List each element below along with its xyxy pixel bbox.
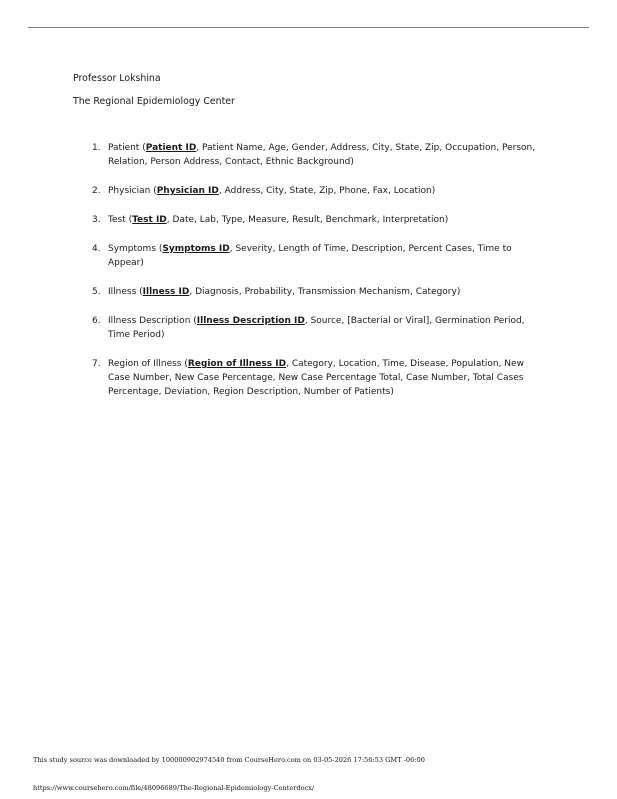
list-item	[0, 242, 539, 270]
entity-name: Region of Illness	[108, 359, 182, 369]
download-source-note: This study source was downloaded by 100000902974540 from CourseHero.com on 03-05-2026 17:56:53 GMT -06:00	[33, 756, 425, 764]
list-item-number: 4.	[92, 244, 101, 254]
list-item-number: 7.	[92, 359, 101, 369]
organization-name: The Regional Epidemiology Center	[73, 96, 235, 107]
primary-key: Test ID	[132, 215, 167, 225]
primary-key: Illness ID	[142, 287, 190, 297]
entity-attributes: Severity, Length of Time, Description, Percent Cases, Time to Appear	[108, 244, 512, 268]
list-item-text: Illness (Illness ID, Diagnosis, Probability, Transmission Mechanism, Category)	[108, 287, 461, 297]
list-item-text: Region of Illness (Region of Illness ID, Category, Location, Time, Disease, Population, New Case Number, New Case Percentage, New Case Percentage Total, Case Number, Total Cases Percentage, Deviation, Region Description, Number of Patients)	[108, 359, 524, 397]
list-item-number: 2.	[92, 186, 101, 196]
list-item	[0, 141, 539, 169]
entity-list	[0, 141, 539, 414]
primary-key: Illness Description ID	[196, 316, 305, 326]
entity-attributes: Address, City, State, Zip, Phone, Fax, Location	[224, 186, 432, 196]
entity-name: Test	[108, 215, 126, 225]
list-item-number: 5.	[92, 287, 101, 297]
list-item	[0, 357, 539, 399]
entity-attributes: Date, Lab, Type, Measure, Result, Benchmark, Interpretation	[172, 215, 445, 225]
top-divider	[28, 27, 589, 28]
primary-key: Physician ID	[156, 186, 219, 196]
list-item-text: Patient (Patient ID, Patient Name, Age, Gender, Address, City, State, Zip, Occupation, Person, Relation, Person Address, Contact, Ethnic Background)	[108, 143, 536, 167]
entity-name: Illness Description	[108, 316, 191, 326]
list-item-text: Physician (Physician ID, Address, City, State, Zip, Phone, Fax, Location)	[108, 186, 436, 196]
entity-name: Symptoms	[108, 244, 157, 254]
entity-attributes: Source, [Bacterial or Viral], Germination Period, Time Period	[108, 316, 525, 340]
list-item	[0, 184, 539, 198]
list-item	[0, 213, 539, 227]
entity-name: Illness	[108, 287, 137, 297]
entity-attributes: Category, Location, Time, Disease, Population, New Case Number, New Case Percentage, New Case Percentage Total, Case Number, Total Cases Percentage, Deviation, Region Description, Number of Patients	[108, 359, 524, 397]
list-item-number: 3.	[92, 215, 101, 225]
list-item-text: Symptoms (Symptoms ID, Severity, Length of Time, Description, Percent Cases, Time to Appear)	[108, 244, 512, 268]
list-item-number: 1.	[92, 143, 101, 153]
list-item-text: Test (Test ID, Date, Lab, Type, Measure, Result, Benchmark, Interpretation)	[108, 215, 449, 225]
primary-key: Symptoms ID	[162, 244, 230, 254]
list-item-text: Illness Description (Illness Description ID, Source, [Bacterial or Viral], Germination Period, Time Period)	[108, 316, 525, 340]
entity-attributes: Patient Name, Age, Gender, Address, City, State, Zip, Occupation, Person, Relation, Person Address, Contact, Ethnic Background	[108, 143, 536, 167]
list-item-number: 6.	[92, 316, 101, 326]
primary-key: Region of Illness ID	[187, 359, 287, 369]
entity-name: Patient	[108, 143, 140, 153]
entity-attributes: Diagnosis, Probability, Transmission Mechanism, Category	[195, 287, 457, 297]
entity-name: Physician	[108, 186, 151, 196]
list-item	[0, 314, 539, 342]
list-item	[0, 285, 539, 299]
author-name: Professor Lokshina	[73, 73, 161, 84]
primary-key: Patient ID	[145, 143, 197, 153]
source-url: https://www.coursehero.com/file/48096689/The-Regional-Epidemiology-Centerdocx/	[33, 784, 315, 792]
